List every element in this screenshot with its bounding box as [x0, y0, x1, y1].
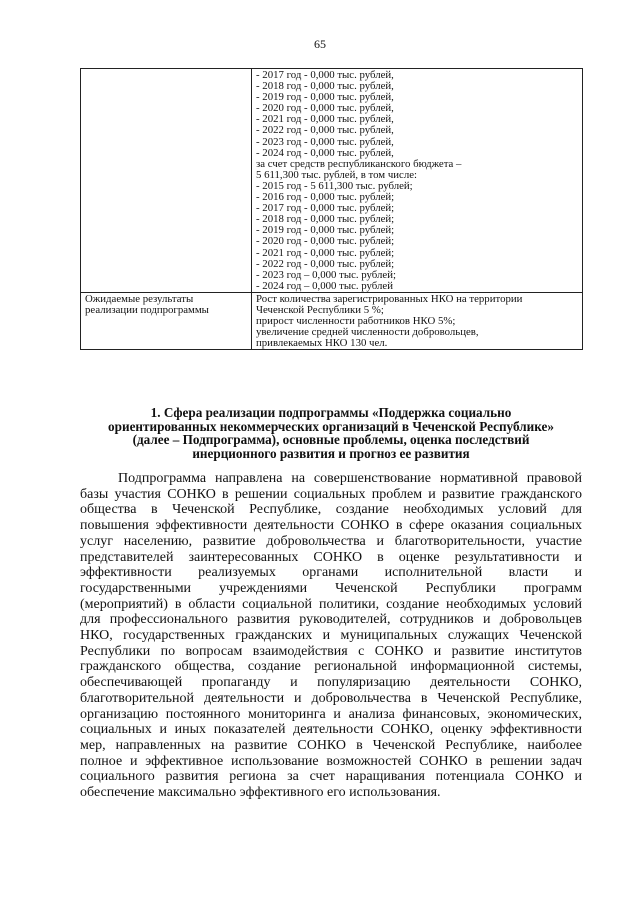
results-line: Чеченской Республики 5 %; [256, 303, 384, 316]
paragraph-line: гражданского общества, создание региональной информационной системы, [80, 659, 582, 675]
paragraph-line: Республики по вопросам взаимодействия с СОНКО и развитие институтов [80, 643, 582, 659]
funding-line: - 2023 год - 0,000 тыс. рублей, [256, 135, 394, 148]
funding-line: - 2015 год - 5 611,300 тыс. рублей; [256, 179, 413, 192]
paragraph-line: организацию постоянного мониторинга и анализа финансовых, экономических, [80, 706, 582, 722]
funding-line: - 2023 год – 0,000 тыс. рублей; [256, 268, 396, 281]
paragraph-line: социальных и иных показателей деятельности СОНКО, оценку эффективности [80, 722, 582, 738]
results-line: увеличение средней численности добровольцев, [256, 326, 479, 339]
results-value-cell [252, 292, 583, 349]
funding-line: - 2019 год - 0,000 тыс. рублей; [256, 224, 395, 237]
funding-line: за счет средств республиканского бюджета – [256, 157, 462, 170]
results-line: привлекаемых НКО 130 чел. [256, 337, 388, 350]
heading-line: инерционного развития и прогноз ее развития [192, 445, 470, 461]
funding-line: - 2021 год - 0,000 тыс. рублей, [256, 113, 394, 126]
paragraph-line: для профессионального развития руководителей, сотрудников и добровольцев [80, 612, 582, 628]
paragraph-line: социального развития региона за счет наращивания потенциала СОНКО и [80, 769, 582, 785]
results-line: прирост численности работников НКО 5%; [256, 315, 456, 328]
section-heading [80, 406, 582, 460]
funding-line: - 2018 год - 0,000 тыс. рублей; [256, 213, 395, 226]
funding-line: - 2018 год - 0,000 тыс. рублей, [256, 80, 394, 93]
table-row-expected-results [81, 292, 583, 349]
paragraph-line: государственными учреждениями Чеченской Республики программ [80, 580, 582, 596]
heading-line: 1. Сфера реализации подпрограммы «Поддержка социально [150, 405, 512, 420]
results-label-cell [81, 292, 252, 349]
heading-line: (далее – Подпрограмма), основные проблемы, оценка последствий [132, 432, 530, 448]
funding-line: - 2022 год - 0,000 тыс. рублей, [256, 124, 394, 137]
results-label-line: Ожидаемые результаты [85, 292, 194, 305]
funding-line: - 2021 год - 0,000 тыс. рублей; [256, 246, 395, 259]
results-label-line: реализации подпрограммы [85, 303, 209, 316]
page-number: 65 [314, 37, 326, 51]
paragraph-line: полное и эффективное использование возможностей СОНКО в решении задач [80, 753, 582, 769]
paragraph-line: повышения эффективности деятельности СОНКО в сфере оказания социальных [80, 518, 582, 534]
funding-line: - 2024 год – 0,000 тыс. рублей [256, 279, 393, 292]
body-paragraph [80, 471, 582, 801]
paragraph-line: общества в Чеченской Республике, создание необходимых условий для [80, 502, 582, 518]
funding-line: - 2016 год - 0,000 тыс. рублей; [256, 191, 395, 204]
paragraph-line: благотворительной деятельности и добровольчества в Чеченской Республике, [80, 690, 582, 706]
funding-line: - 2019 год - 0,000 тыс. рублей, [256, 91, 394, 104]
paragraph-line: (мероприятий) в области социальной политики, создание необходимых условий [80, 596, 582, 612]
results-line: Рост количества зарегистрированных НКО на территории [256, 292, 523, 305]
paragraph-line: обеспечение максимально эффективного его использования. [80, 785, 441, 801]
funding-label-cell [81, 69, 252, 293]
funding-line: - 2022 год - 0,000 тыс. рублей; [256, 257, 395, 270]
funding-line: - 2017 год - 0,000 тыс. рублей, [256, 69, 394, 81]
paragraph-line: услуг населению, развитие добровольчества и благотворительности, участие [80, 533, 582, 549]
subprogram-passport-table [80, 68, 583, 350]
paragraph-line: эффективности реализуемых органами исполнительной власти и [80, 565, 582, 581]
paragraph-line: мер, направленных на развитие СОНКО в Чеченской Республике, наиболее [80, 737, 582, 753]
funding-line: 5 611,300 тыс. рублей, в том числе: [256, 168, 418, 181]
paragraph-line: базы участия СОНКО в решении социальных проблем и развитие гражданского [80, 486, 582, 502]
funding-line: - 2024 год - 0,000 тыс. рублей, [256, 146, 394, 159]
funding-line: - 2020 год - 0,000 тыс. рублей, [256, 102, 394, 115]
funding-line: - 2020 год - 0,000 тыс. рублей; [256, 235, 395, 248]
heading-line: ориентированных некоммерческих организаций в Чеченской Республике» [108, 418, 554, 434]
paragraph-line: представителей заинтересованных СОНКО в оценке результативности и [80, 549, 582, 565]
paragraph-line: обеспечивающей пропаганду и популяризацию деятельности СОНКО, [80, 675, 582, 691]
paragraph-line: Подпрограмма направлена на совершенствование нормативной правовой [118, 471, 582, 486]
funding-value-cell [252, 69, 583, 293]
table-row-funding [81, 69, 583, 293]
paragraph-line: НКО, государственных гражданских и муниципальных служащих Чеченской [80, 628, 582, 644]
funding-line: - 2017 год - 0,000 тыс. рублей; [256, 202, 395, 215]
